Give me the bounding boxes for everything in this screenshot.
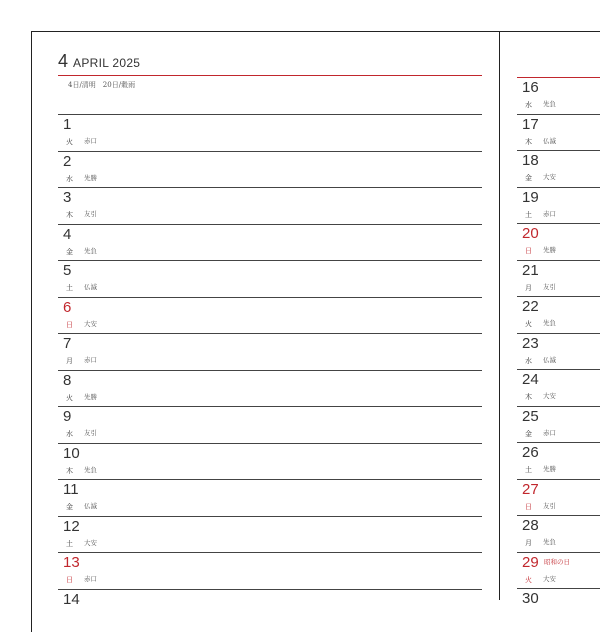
holiday-name: 昭和の日 bbox=[544, 557, 570, 566]
weekday-label: 火 bbox=[66, 393, 73, 402]
day-entry[interactable] bbox=[58, 406, 482, 443]
day-entry[interactable] bbox=[517, 260, 600, 297]
day-number: 20 bbox=[522, 225, 539, 242]
rokuyo-label: 先負 bbox=[543, 319, 556, 327]
rokuyo-label: 先勝 bbox=[84, 392, 97, 401]
weekday-label: 金 bbox=[66, 247, 73, 256]
day-number: 17 bbox=[522, 115, 539, 133]
weekday-label: 日 bbox=[525, 502, 532, 511]
weekday-label: 日 bbox=[525, 247, 532, 255]
day-number: 4 bbox=[63, 225, 72, 243]
day-entry[interactable] bbox=[58, 151, 482, 188]
rokuyo-label: 先負 bbox=[543, 100, 556, 108]
rokuyo-label: 先負 bbox=[84, 465, 97, 474]
weekday-label: 木 bbox=[66, 466, 73, 475]
weekday-label: 土 bbox=[66, 284, 73, 292]
rokuyo-label: 先勝 bbox=[543, 246, 556, 254]
day-entry[interactable] bbox=[517, 479, 600, 516]
day-number: 2 bbox=[63, 152, 72, 170]
day-number: 26 bbox=[522, 444, 539, 461]
weekday-label: 水 bbox=[66, 174, 73, 183]
rokuyo-label: 先勝 bbox=[543, 465, 556, 473]
weekday-label: 火 bbox=[66, 138, 73, 146]
day-entry[interactable] bbox=[58, 114, 482, 151]
day-number: 11 bbox=[63, 481, 79, 498]
weekday-label: 水 bbox=[66, 430, 73, 438]
weekday-label: 木 bbox=[525, 137, 532, 146]
rokuyo-label: 友引 bbox=[543, 282, 556, 291]
day-entry[interactable] bbox=[517, 296, 600, 333]
day-number: 28 bbox=[522, 517, 539, 534]
rokuyo-label: 先負 bbox=[543, 538, 556, 546]
weekday-label: 木 bbox=[66, 211, 73, 219]
weekday-label: 月 bbox=[525, 539, 532, 547]
day-number: 13 bbox=[63, 554, 80, 571]
day-entry[interactable] bbox=[517, 223, 600, 260]
right-day-column bbox=[517, 77, 600, 625]
day-number: 16 bbox=[522, 79, 539, 96]
rokuyo-label: 友引 bbox=[84, 429, 97, 437]
rokuyo-label: 友引 bbox=[543, 501, 556, 510]
day-number: 30 bbox=[522, 590, 539, 607]
weekday-label: 金 bbox=[66, 503, 73, 511]
weekday-label: 火 bbox=[525, 575, 532, 584]
rokuyo-label: 赤口 bbox=[543, 209, 556, 218]
rokuyo-label: 赤口 bbox=[543, 428, 556, 437]
day-number: 1 bbox=[63, 116, 72, 133]
day-number: 29 bbox=[522, 553, 539, 571]
day-entry[interactable] bbox=[517, 369, 600, 406]
day-entry[interactable] bbox=[517, 114, 600, 151]
day-entry[interactable] bbox=[517, 333, 600, 370]
solar-terms: 4日/清明 20日/穀雨 bbox=[68, 81, 136, 89]
month-number: 4 bbox=[58, 51, 69, 71]
day-number: 19 bbox=[522, 188, 539, 206]
day-number: 8 bbox=[63, 371, 72, 389]
day-number: 14 bbox=[63, 590, 80, 608]
rokuyo-label: 大安 bbox=[84, 319, 97, 328]
rokuyo-label: 大安 bbox=[543, 392, 556, 400]
day-entry[interactable] bbox=[517, 187, 600, 224]
rokuyo-label: 仏滅 bbox=[543, 136, 556, 145]
weekday-label: 木 bbox=[525, 393, 532, 401]
day-number: 23 bbox=[522, 334, 539, 352]
day-entry[interactable] bbox=[58, 187, 482, 224]
weekday-label: 金 bbox=[525, 429, 532, 438]
rokuyo-label: 赤口 bbox=[84, 356, 97, 364]
weekday-label: 金 bbox=[525, 174, 532, 182]
day-number: 6 bbox=[63, 298, 72, 316]
day-entry[interactable] bbox=[58, 224, 482, 261]
day-entry[interactable] bbox=[58, 516, 482, 553]
weekday-label: 日 bbox=[66, 320, 73, 329]
day-number: 12 bbox=[63, 517, 80, 535]
rokuyo-label: 赤口 bbox=[84, 575, 97, 583]
day-number: 22 bbox=[522, 298, 539, 315]
day-number: 9 bbox=[63, 408, 72, 425]
day-entry[interactable] bbox=[58, 479, 482, 516]
weekday-label: 月 bbox=[525, 283, 532, 292]
rokuyo-label: 仏滅 bbox=[543, 355, 556, 364]
weekday-label: 日 bbox=[66, 576, 73, 584]
day-entry[interactable] bbox=[58, 370, 482, 407]
weekday-label: 水 bbox=[525, 356, 532, 365]
left-day-column bbox=[58, 114, 482, 625]
day-entry[interactable] bbox=[58, 589, 482, 626]
rokuyo-label: 友引 bbox=[84, 210, 97, 218]
rokuyo-label: 大安 bbox=[543, 574, 556, 583]
day-number: 27 bbox=[522, 480, 539, 498]
day-number: 5 bbox=[63, 262, 72, 279]
weekday-label: 土 bbox=[525, 210, 532, 219]
rokuyo-label: 赤口 bbox=[84, 137, 97, 145]
day-number: 24 bbox=[522, 371, 539, 388]
rokuyo-label: 先勝 bbox=[84, 173, 97, 182]
day-entry[interactable] bbox=[517, 552, 600, 589]
rokuyo-label: 大安 bbox=[543, 173, 556, 181]
rokuyo-label: 大安 bbox=[84, 538, 97, 547]
day-number: 18 bbox=[522, 152, 539, 169]
day-entry[interactable] bbox=[517, 588, 600, 625]
day-entry[interactable] bbox=[58, 333, 482, 370]
page-divider bbox=[499, 31, 500, 600]
weekday-label: 月 bbox=[66, 357, 73, 365]
weekday-label: 火 bbox=[525, 320, 532, 328]
day-entry[interactable] bbox=[58, 552, 482, 589]
day-entry[interactable] bbox=[517, 150, 600, 187]
day-number: 25 bbox=[522, 407, 539, 425]
day-entry[interactable] bbox=[58, 297, 482, 334]
weekday-label: 土 bbox=[525, 466, 532, 474]
rokuyo-label: 仏滅 bbox=[84, 283, 97, 291]
rokuyo-label: 先負 bbox=[84, 246, 97, 255]
weekday-label: 土 bbox=[66, 539, 73, 548]
day-number: 7 bbox=[63, 335, 72, 352]
day-entry[interactable] bbox=[58, 260, 482, 297]
month-title: APRIL 2025 bbox=[73, 56, 141, 70]
month-header bbox=[58, 51, 140, 75]
day-entry[interactable] bbox=[517, 442, 600, 479]
day-entry[interactable] bbox=[517, 406, 600, 443]
day-number: 10 bbox=[63, 444, 80, 462]
day-entry[interactable] bbox=[517, 77, 600, 114]
day-entry[interactable] bbox=[517, 515, 600, 552]
day-number: 3 bbox=[63, 189, 72, 206]
day-entry[interactable] bbox=[58, 443, 482, 480]
rokuyo-label: 仏滅 bbox=[84, 502, 97, 510]
weekday-label: 水 bbox=[525, 101, 532, 109]
header-rule bbox=[58, 75, 482, 76]
day-number: 21 bbox=[522, 261, 539, 279]
